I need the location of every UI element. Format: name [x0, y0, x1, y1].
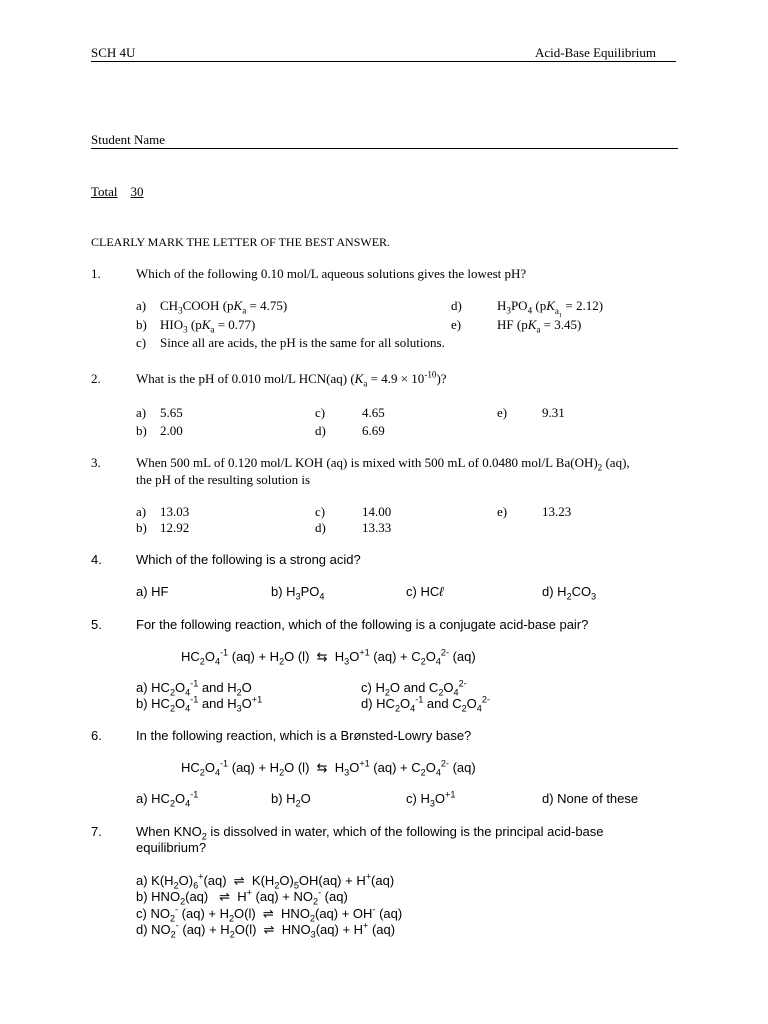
option-b[interactable]: b) $HC_2O_4^{-1}$ and $H_3O^{+1}$ [136, 694, 263, 714]
worksheet-title: Acid-Base Equilibrium [535, 45, 656, 60]
question-text: Which of the following is a strong acid? [136, 552, 361, 567]
option-letter-d[interactable]: d) [451, 298, 462, 313]
option-c[interactable]: 4.65 [362, 405, 385, 420]
option-d[interactable]: d) None of these [542, 791, 639, 806]
option-b[interactable]: $HIO_3$ $(pK_a = 0.77)$ [160, 317, 256, 335]
option-b[interactable]: 12.92 [160, 520, 190, 535]
option-b[interactable]: b) $HNO_2(aq)$ ⇌ H+ $(aq) + NO_2^-$ (aq) [136, 887, 348, 907]
question-text: In the following reaction, which is a Brønsted-Lowry base? [136, 728, 472, 743]
option-a[interactable]: a) $HC_2O_4^{-1}$ [136, 789, 199, 809]
option-c[interactable]: 14.00 [362, 504, 392, 519]
option-e[interactable]: 9.31 [542, 405, 565, 420]
question-number: 2. [91, 371, 101, 386]
option-letter-d[interactable]: d) [315, 423, 326, 438]
option-a[interactable]: a) $K(H_2O)_6^+(aq)$ ⇌ $K(H_2O)_5OH(aq) + H^+(aq)$ [136, 871, 395, 891]
student-name-label: Student Name [91, 132, 166, 147]
option-d[interactable]: 13.33 [362, 520, 392, 535]
option-a[interactable]: 13.03 [160, 504, 190, 519]
option-c[interactable]: c) $H_3O^{+1}$ [406, 789, 456, 809]
question-number: 6. [91, 728, 102, 743]
option-c[interactable]: c) HCℓ [406, 584, 444, 599]
option-c[interactable]: c) $H_2O$ and $C_2O_4^{2-}$ [361, 678, 467, 698]
option-letter-c[interactable]: c) [315, 504, 326, 519]
reaction-equation: $HC_2O_4^{-1}$ $(aq) + H_2O$ (l) ⇆ $H_3O^{+1}$ $(aq) + C_2O_4^{2-}$ (aq) [181, 647, 476, 667]
reaction-equation: $HC_2O_4^{-1}$ $(aq) + H_2O$ (l) ⇆ $H_3O^{+1}$ $(aq) + C_2O_4^{2-}$ (aq) [181, 758, 476, 778]
option-d[interactable]: d) $HC_2O_4^{-1}$ and $C_2O_4^{2-}$ [361, 694, 490, 714]
total-score [91, 184, 144, 200]
option-letter-e[interactable]: e) [451, 317, 462, 332]
option-letter-b[interactable]: b) [136, 317, 147, 332]
course-code: SCH 4U [91, 45, 136, 60]
question-text-line-2: equilibrium? [136, 840, 207, 855]
option-d[interactable]: $H_3PO_4$ $(pK_{a_1} = 2.12)$ [497, 298, 604, 319]
option-c[interactable]: c) $NO_2^-$ $(aq) + H_2O(l)$ ⇌ $HNO_2(aq) + OH^-$ (aq) [136, 904, 403, 924]
question-text: For the following reaction, which of the following is a conjugate acid-base pair? [136, 617, 589, 632]
option-letter-a[interactable]: a) [136, 504, 147, 519]
option-e[interactable]: HF $(pK_a = 3.45)$ [497, 317, 582, 335]
question-text: Which of the following 0.10 mol/L aqueous solutions gives the lowest pH? [136, 266, 527, 281]
question-number: 3. [91, 455, 101, 470]
student-name-line[interactable] [91, 148, 678, 149]
option-letter-e[interactable]: e) [497, 504, 508, 519]
option-a[interactable]: $CH_3COOH$ $(pK_a = 4.75)$ [160, 298, 288, 316]
option-letter-e[interactable]: e) [497, 405, 508, 420]
option-letter-c[interactable]: c) [136, 335, 147, 350]
total-value: 30 [130, 184, 144, 199]
option-a[interactable]: a) $HC_2O_4^{-1}$ and $H_2O$ [136, 678, 252, 698]
option-b[interactable]: 2.00 [160, 423, 183, 438]
option-e[interactable]: 13.23 [542, 504, 572, 519]
option-d[interactable]: d) $H_2CO_3$ [542, 584, 597, 602]
option-b[interactable]: b) $H_2O$ [271, 791, 311, 809]
option-letter-b[interactable]: b) [136, 520, 147, 535]
option-b[interactable]: b) $H_3PO_4$ [271, 584, 325, 602]
option-letter-d[interactable]: d) [315, 520, 326, 535]
option-d[interactable]: 6.69 [362, 423, 385, 438]
option-a[interactable]: 5.65 [160, 405, 183, 420]
option-d[interactable]: d) $NO_2^-$ $(aq) + H_2O(l)$ ⇌ $HNO_3(aq) + H^+$ (aq) [136, 920, 396, 940]
option-letter-b[interactable]: b) [136, 423, 147, 438]
question-number: 7. [91, 824, 102, 839]
question-number: 5. [91, 617, 102, 632]
total-label: Total [91, 184, 118, 199]
option-c[interactable]: Since all are acids, the pH is the same for all solutions. [160, 335, 445, 350]
option-letter-c[interactable]: c) [315, 405, 326, 420]
question-text-line-1: When 500 mL of 0.120 mol/L KOH (aq) is mixed with 500 mL of 0.0480 mol/L $Ba(OH)_2$ (aq), [136, 455, 630, 473]
option-a[interactable]: a) HF [136, 584, 169, 599]
question-number: 1. [91, 266, 101, 281]
question-text-line-1: When $KNO_2$ is dissolved in water, which of the following is the principal acid-base [136, 824, 604, 842]
question-text-line-2: the pH of the resulting solution is [136, 472, 311, 487]
header-rule [91, 61, 676, 62]
question-number: 4. [91, 552, 102, 567]
option-letter-a[interactable]: a) [136, 298, 147, 313]
question-text: What is the pH of 0.010 mol/L HCN(aq) $(K_a = 4.9 \times 10^{-10})$? [136, 369, 447, 389]
option-letter-a[interactable]: a) [136, 405, 147, 420]
instructions: CLEARLY MARK THE LETTER OF THE BEST ANSWER. [91, 235, 391, 249]
